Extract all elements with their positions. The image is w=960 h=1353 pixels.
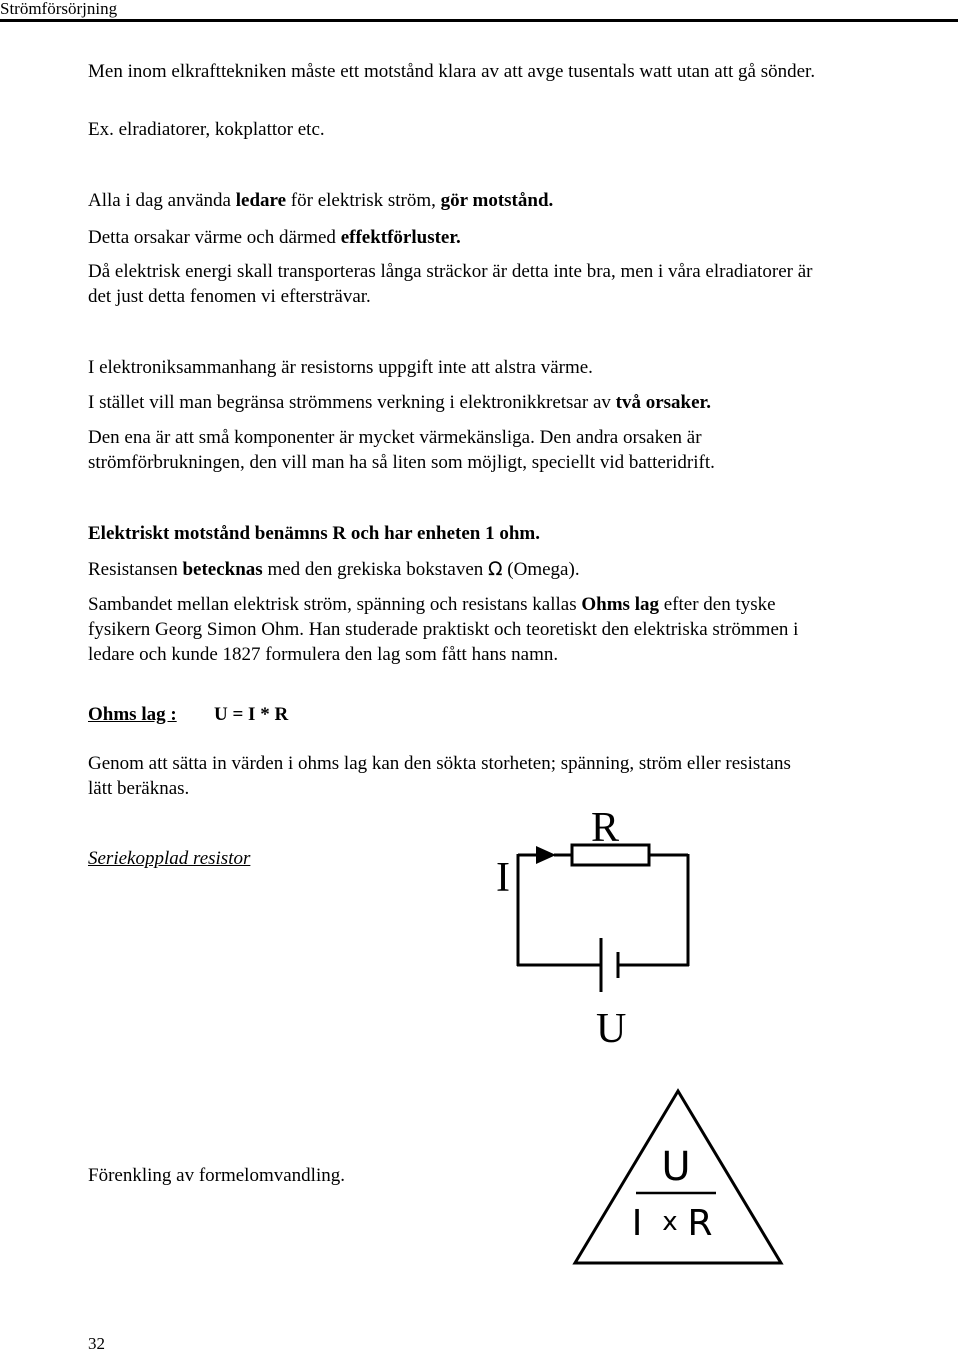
p3-text-a: Alla i dag använda <box>88 190 236 211</box>
p11-bold-ohms-lag: Ohms lag <box>581 594 659 615</box>
p10-text-d: (Omega). <box>502 559 580 580</box>
p3-bold-gor-motstand: gör motstånd. <box>440 190 554 211</box>
triangle-top-u: U <box>661 1144 691 1190</box>
p3-text-c: för elektrisk ström, <box>286 190 441 211</box>
triangle-caption: Förenkling av formelomvandling. <box>88 1165 345 1186</box>
header-rule <box>0 19 958 22</box>
p10-text-a: Resistansen <box>88 559 183 580</box>
paragraph-2: Ex. elradiatorer, kokplattor etc. <box>88 119 325 140</box>
paragraph-3 <box>88 188 818 213</box>
paragraph-11 <box>88 592 818 667</box>
paragraph-1: Men inom elkrafttekniken måste ett motstånd klara av att avge tusentals watt utan att gå sönder. <box>88 61 816 82</box>
paragraph-9: Elektriskt motstånd benämns R och har enheten 1 ohm. <box>88 523 540 544</box>
current-arrow-icon <box>536 846 556 864</box>
paragraph-4 <box>88 225 818 250</box>
ohms-law-triangle <box>570 1083 790 1273</box>
triangle-times: x <box>662 1207 678 1237</box>
ohms-law-formula: U = I * R <box>214 704 289 725</box>
page-number: 32 <box>88 1334 105 1353</box>
current-label: I <box>496 855 510 901</box>
p4-text-a: Detta orsakar värme och därmed <box>88 227 341 248</box>
p4-bold-effektforluster: effektförluster. <box>340 227 461 248</box>
p3-bold-ledare: ledare <box>235 190 287 211</box>
paragraph-12: Genom att sätta in värden i ohms lag kan den sökta storheten; spänning, ström eller resistans lätt beräknas. <box>88 753 791 799</box>
p10-bold-betecknas: betecknas <box>182 559 263 580</box>
header-title: Strömförsörjning <box>0 0 118 18</box>
p7-text-a: I stället vill man begränsa strömmens verkning i elektronikkretsar av <box>88 392 616 413</box>
circuit-caption: Seriekopplad resistor <box>88 848 251 869</box>
series-circuit-diagram <box>488 806 698 1051</box>
triangle-bottom-r: R <box>687 1203 713 1244</box>
voltage-label: U <box>596 1006 627 1051</box>
page-header <box>0 0 960 24</box>
p11-text-c: efter den tyske fysikern Georg Simon Ohm. Han studerade praktiskt och teoretiskt den elektriska strömmen i ledare och kunde 1827 formulera den lag som fått hans namn. <box>88 594 799 665</box>
paragraph-5: Då elektrisk energi skall transporteras långa sträckor är detta inte bra, men i våra elradiatorer är det just detta fenomen vi eftersträvar. <box>88 261 813 307</box>
resistor-label: R <box>591 806 620 851</box>
p11-text-a: Sambandet mellan elektrisk ström, spänning och resistans kallas <box>88 594 582 615</box>
triangle-bottom-i: I <box>631 1203 643 1244</box>
omega-symbol: Ω <box>488 558 503 580</box>
ohms-law-line <box>88 702 289 727</box>
paragraph-8: Den ena är att små komponenter är mycket värmekänsliga. Den andra orsaken är strömförbrukningen, den vill man ha så liten som möjligt, speciellt vid batteridrift. <box>88 427 715 473</box>
paragraph-7 <box>88 390 818 415</box>
paragraph-6: I elektroniksammanhang är resistorns uppgift inte att alstra värme. <box>88 357 593 378</box>
paragraph-10 <box>88 557 818 582</box>
p10-text-c: med den grekiska bokstaven <box>262 559 489 580</box>
ohms-law-label: Ohms lag : <box>88 704 177 725</box>
p7-bold-tva-orsaker: två orsaker. <box>615 392 711 413</box>
